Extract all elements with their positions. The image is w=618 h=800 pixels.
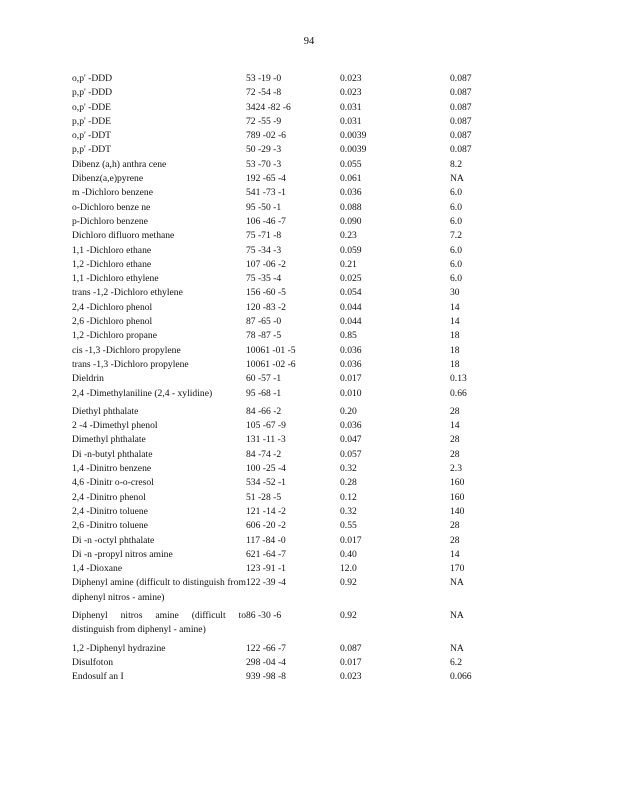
cas-number-cell: 122 -66 -7	[246, 642, 286, 654]
table-row	[72, 344, 492, 358]
cas-number-cell: 117 -84 -0	[246, 534, 286, 546]
value1-cell: 0.036	[340, 187, 362, 199]
chemical-name-cell: p,p' -DDE	[72, 115, 112, 127]
chemical-name-cell: 2,6 -Dinitro toluene	[72, 520, 148, 532]
value1-cell: 0.031	[340, 101, 362, 113]
cas-number-cell: 75 -71 -8	[246, 230, 282, 242]
cas-number-cell: 298 -04 -4	[246, 656, 286, 668]
table-row	[72, 448, 492, 462]
value1-cell: 0.025	[340, 273, 362, 285]
cas-number-cell: 75 -34 -3	[246, 244, 282, 256]
table-row	[72, 534, 492, 548]
cas-number-cell: 156 -60 -5	[246, 287, 286, 299]
chemical-name-cell: p,p' -DDD	[72, 87, 113, 99]
table-row	[72, 286, 492, 300]
cas-number-cell: 122 -39 -4	[246, 577, 286, 589]
value2-cell: 28	[450, 534, 460, 546]
cas-number-cell: 121 -14 -2	[246, 505, 286, 517]
value1-cell: 0.031	[340, 115, 362, 127]
table-row	[72, 115, 492, 129]
value2-cell: NA	[450, 577, 464, 589]
value2-cell: 0.087	[450, 87, 472, 99]
value1-cell: 0.036	[340, 344, 362, 356]
value2-cell: 14	[450, 301, 460, 313]
table-row	[72, 172, 492, 186]
value1-cell: 0.059	[340, 244, 362, 256]
value2-cell: 6.0	[450, 244, 462, 256]
table-row	[72, 419, 492, 433]
cas-number-cell: 10061 -02 -6	[246, 358, 296, 370]
table-row	[72, 129, 492, 143]
cas-number-cell: 51 -28 -5	[246, 491, 282, 503]
table-row	[72, 576, 492, 605]
value1-cell: 0.061	[340, 173, 362, 185]
page-number: 94	[303, 36, 315, 47]
value2-cell: 6.0	[450, 273, 462, 285]
value2-cell: 28	[450, 520, 460, 532]
cas-number-cell: 621 -64 -7	[246, 548, 286, 560]
chemical-name-cell: m -Dichloro benzene	[72, 187, 153, 199]
cas-number-cell: 95 -68 -1	[246, 387, 282, 399]
cas-number-cell: 87 -65 -0	[246, 316, 282, 328]
value2-cell: 0.087	[450, 115, 472, 127]
cas-number-cell: 72 -54 -8	[246, 87, 282, 99]
value2-cell: 6.0	[450, 215, 462, 227]
chemical-name-cell: Dibenz(a,e)pyrene	[72, 173, 144, 185]
value1-cell: 0.017	[340, 373, 362, 385]
cas-number-cell: 53 -19 -0	[246, 73, 282, 84]
value2-cell: 0.66	[450, 387, 467, 399]
chemical-name-cell: trans -1,3 -Dichloro propylene	[72, 358, 189, 370]
cas-number-cell: 106 -46 -7	[246, 215, 286, 227]
value1-cell: 0.23	[340, 230, 357, 242]
cas-number-cell: 123 -91 -1	[246, 563, 286, 575]
value1-cell: 0.036	[340, 420, 362, 432]
cas-number-cell: 606 -20 -2	[246, 520, 286, 532]
value2-cell: 160	[450, 477, 465, 489]
value2-cell: 7.2	[450, 230, 462, 242]
value2-cell: 2.3	[450, 463, 462, 475]
value2-cell: 18	[450, 344, 460, 356]
value2-cell: 18	[450, 330, 460, 342]
chemical-name-cell: 1,1 -Dichloro ethylene	[72, 273, 159, 285]
table-row	[72, 86, 492, 100]
cas-number-cell: 192 -65 -4	[246, 173, 286, 185]
table-row	[72, 519, 492, 533]
cas-number-cell: 53 -70 -3	[246, 158, 282, 170]
chemical-name-cell: o-Dichloro benze ne	[72, 201, 151, 213]
chemical-name-cell: Dimethyl phthalate	[72, 434, 146, 446]
chemical-name-cell: o,p' -DDD	[72, 73, 113, 84]
value2-cell: NA	[450, 609, 464, 621]
cas-number-cell: 789 -02 -6	[246, 130, 286, 142]
table-row	[72, 101, 492, 115]
chemical-name-cell: p,p' -DDT	[72, 144, 112, 156]
value2-cell: 18	[450, 358, 460, 370]
value1-cell: 0.088	[340, 201, 362, 213]
value2-cell: 6.0	[450, 187, 462, 199]
chemical-name-cell: Di -n -propyl nitros amine	[72, 548, 173, 560]
chemical-name-cell: 1,2 -Dichloro propane	[72, 330, 157, 342]
chemical-name-cell: 4,6 -Dinitr o-o-cresol	[72, 477, 154, 489]
table-row	[72, 462, 492, 476]
table-row	[72, 548, 492, 562]
chemical-name-cell: 1,4 -Dinitro benzene	[72, 463, 152, 475]
table-row	[72, 491, 492, 505]
value1-cell: 0.55	[340, 520, 357, 532]
value2-cell: 14	[450, 316, 460, 328]
value2-cell: 30	[450, 287, 460, 299]
value2-cell: 8.2	[450, 158, 462, 170]
table-row	[72, 387, 492, 401]
value1-cell: 0.010	[340, 387, 362, 399]
chemical-name-cell: o,p' -DDT	[72, 130, 112, 142]
value1-cell: 0.0039	[340, 130, 367, 142]
cas-number-cell: 120 -83 -2	[246, 301, 286, 313]
table-row	[72, 358, 492, 372]
cas-number-cell: 105 -67 -9	[246, 420, 286, 432]
value2-cell: 14	[450, 548, 460, 560]
cas-number-cell: 60 -57 -1	[246, 373, 282, 385]
value1-cell: 0.32	[340, 463, 357, 475]
table-row	[72, 201, 492, 215]
value2-cell: 0.087	[450, 101, 472, 113]
cas-number-cell: 131 -11 -3	[246, 434, 286, 446]
value2-cell: 28	[450, 405, 460, 417]
table-row	[72, 433, 492, 447]
chemical-name-cell: 1,2 -Diphenyl hydrazine	[72, 642, 166, 654]
value2-cell: 6.2	[450, 656, 462, 668]
value1-cell: 0.023	[340, 73, 362, 84]
chemical-name-cell: Endosulf an I	[72, 671, 124, 683]
value2-cell: NA	[450, 173, 464, 185]
value2-cell: 28	[450, 448, 460, 460]
cas-number-cell: 534 -52 -1	[246, 477, 286, 489]
value2-cell: 14	[450, 420, 460, 432]
value1-cell: 0.92	[340, 609, 357, 621]
chemical-name-cell: Diethyl phthalate	[72, 405, 139, 417]
value1-cell: 0.017	[340, 656, 362, 668]
value1-cell: 0.85	[340, 330, 357, 342]
value1-cell: 0.92	[340, 577, 357, 589]
chemical-name-cell: Disulfoton	[72, 656, 114, 668]
table-row	[72, 143, 492, 157]
table-row	[72, 315, 492, 329]
chemical-name-cell: 2 -4 -Dimethyl phenol	[72, 420, 158, 432]
cas-number-cell: 78 -87 -5	[246, 330, 282, 342]
cas-number-cell: 10061 -01 -5	[246, 344, 296, 356]
chemical-name-cell: cis -1,3 -Dichloro propylene	[72, 344, 181, 356]
value2-cell: 170	[450, 563, 465, 575]
value2-cell: 0.087	[450, 73, 472, 84]
value1-cell: 0.28	[340, 477, 357, 489]
value2-cell: 28	[450, 434, 460, 446]
table-row	[72, 272, 492, 286]
cas-number-cell: 100 -25 -4	[246, 463, 286, 475]
table-row	[72, 505, 492, 519]
chemical-name-cell: 1,1 -Dichloro ethane	[72, 244, 152, 256]
table-row	[72, 638, 492, 656]
value1-cell: 0.40	[340, 548, 357, 560]
table-row	[72, 372, 492, 386]
table-row	[72, 186, 492, 200]
value1-cell: 0.0039	[340, 144, 367, 156]
value1-cell: 0.12	[340, 491, 357, 503]
value2-cell: 0.13	[450, 373, 467, 385]
table-row	[72, 258, 492, 272]
chemical-name-cell: Di -n -octyl phthalate	[72, 534, 155, 546]
chemical-name-cell: Dichloro difluoro methane	[72, 230, 175, 242]
chemical-table-body	[72, 72, 492, 684]
value2-cell: 140	[450, 505, 465, 517]
chemical-name-cell: trans -1,2 -Dichloro ethylene	[72, 287, 183, 299]
value1-cell: 0.017	[340, 534, 362, 546]
table-row	[72, 72, 492, 86]
chemical-name-cell: 2,4 -Dimethylaniline (2,4 - xylidine)	[72, 387, 213, 399]
chemical-name-cell: Diphenyl amine (difficult to distinguish from diphenyl nitros - amine)	[72, 577, 246, 603]
cas-number-cell: 86 -30 -6	[246, 609, 282, 621]
chemical-name-cell: Di -n-butyl phthalate	[72, 448, 153, 460]
chemical-name-cell: 2,4 -Dinitro phenol	[72, 491, 146, 503]
table-row	[72, 229, 492, 243]
value1-cell: 12.0	[340, 563, 357, 575]
table-row	[72, 476, 492, 490]
value1-cell: 0.21	[340, 258, 357, 270]
cas-number-cell: 541 -73 -1	[246, 187, 286, 199]
value1-cell: 0.087	[340, 642, 362, 654]
value2-cell: 160	[450, 491, 465, 503]
value2-cell: 0.087	[450, 130, 472, 142]
value2-cell: 6.0	[450, 201, 462, 213]
value1-cell: 0.054	[340, 287, 362, 299]
cas-number-cell: 84 -66 -2	[246, 405, 282, 417]
cas-number-cell: 939 -98 -8	[246, 671, 286, 683]
value2-cell: NA	[450, 642, 464, 654]
chemical-name-cell: 2,4 -Dichloro phenol	[72, 301, 153, 313]
table-row	[72, 215, 492, 229]
value1-cell: 0.055	[340, 158, 362, 170]
value1-cell: 0.044	[340, 316, 362, 328]
chemical-name-cell: 2,6 -Dichloro phenol	[72, 316, 153, 328]
cas-number-cell: 75 -35 -4	[246, 273, 282, 285]
cas-number-cell: 107 -06 -2	[246, 258, 286, 270]
cas-number-cell: 72 -55 -9	[246, 115, 282, 127]
value1-cell: 0.036	[340, 358, 362, 370]
cas-number-cell: 84 -74 -2	[246, 448, 282, 460]
table-row	[72, 562, 492, 576]
chemical-name-cell: o,p' -DDE	[72, 101, 112, 113]
table-row	[72, 158, 492, 172]
chemical-table	[72, 72, 492, 684]
chemical-name-cell: Diphenyl nitros amine (difficult to distinguish from diphenyl - amine)	[72, 609, 246, 636]
chemical-name-cell: 1,4 -Dioxane	[72, 563, 123, 575]
table-row	[72, 670, 492, 684]
value2-cell: 6.0	[450, 258, 462, 270]
value1-cell: 0.090	[340, 215, 362, 227]
value1-cell: 0.057	[340, 448, 362, 460]
value1-cell: 0.023	[340, 671, 362, 683]
chemical-name-cell: Dibenz (a,h) anthra cene	[72, 158, 167, 170]
value2-cell: 0.066	[450, 671, 472, 683]
table-row	[72, 605, 492, 638]
table-row	[72, 301, 492, 315]
cas-number-cell: 95 -50 -1	[246, 201, 282, 213]
table-row	[72, 244, 492, 258]
value2-cell: 0.087	[450, 144, 472, 156]
value1-cell: 0.047	[340, 434, 362, 446]
value1-cell: 0.023	[340, 87, 362, 99]
value1-cell: 0.32	[340, 505, 357, 517]
cas-number-cell: 50 -29 -3	[246, 144, 282, 156]
table-row	[72, 656, 492, 670]
cas-number-cell: 3424 -82 -6	[246, 101, 291, 113]
value1-cell: 0.20	[340, 405, 357, 417]
chemical-name-cell: 1,2 -Dichloro ethane	[72, 258, 152, 270]
table-row	[72, 401, 492, 419]
chemical-name-cell: Dieldrin	[72, 373, 104, 385]
chemical-name-cell: 2,4 -Dinitro toluene	[72, 505, 148, 517]
value1-cell: 0.044	[340, 301, 362, 313]
chemical-name-cell: p-Dichloro benzene	[72, 215, 148, 227]
table-row	[72, 329, 492, 343]
